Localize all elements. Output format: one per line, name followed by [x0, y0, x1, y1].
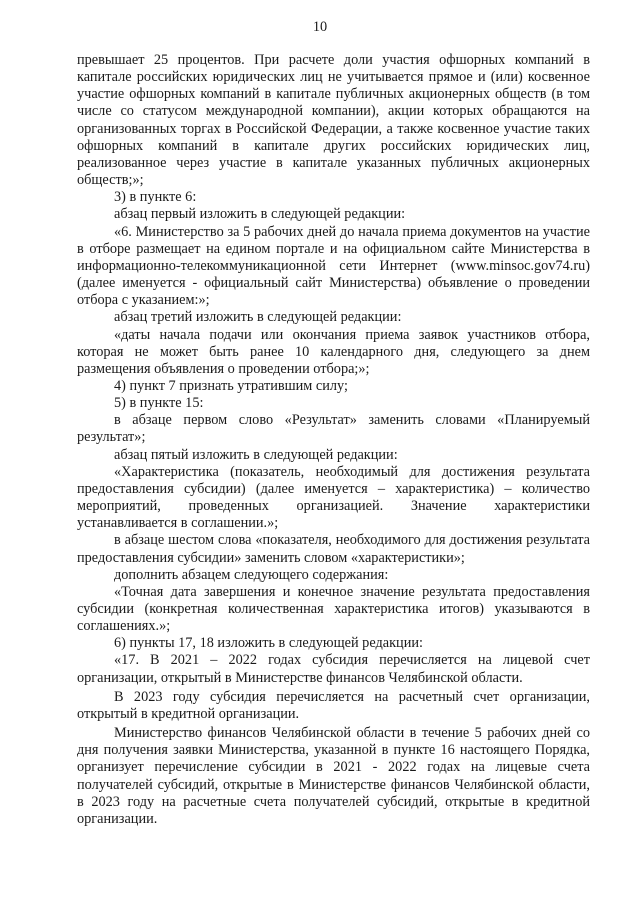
- paragraph: в абзаце первом слово «Результат» заменить словами «Планируемый результат»;: [77, 412, 590, 446]
- paragraph: Министерство финансов Челябинской области в течение 5 рабочих дней со дня получения заявки Министерства, указанной в пункте 16 настоящего Порядка, организует перечисление субсидии в 2021 - 2022 годах на лицевые счета получателей субсидий, открытые в Министерстве финансов Челябинской области, в 2023 году на расчетные счета получателей субсидий, открытые в кредитной организации.: [77, 725, 590, 827]
- paragraph: 4) пункт 7 признать утратившим силу;: [114, 377, 348, 394]
- paragraph: «Характеристика (показатель, необходимый для достижения результата предоставления субсидии) (далее именуется – характеристика) – количество мероприятий, проведенных организацией. Значение характеристики устанавливается в соглашении.»;: [77, 463, 590, 532]
- paragraph: «Точная дата завершения и конечное значение результата предоставления субсидии (конкретная количественная характеристика итогов) указываются в соглашениях.»;: [77, 583, 590, 635]
- paragraph: в абзаце шестом слова «показателя, необходимого для достижения результата предоставления субсидии» заменить словом «характеристики»;: [77, 532, 590, 566]
- paragraph: В 2023 году субсидия перечисляется на расчетный счет организации, открытый в кредитной организации.: [77, 688, 590, 722]
- document-body: [77, 52, 590, 828]
- paragraph: превышает 25 процентов. При расчете доли участия офшорных компаний в капитале российских юридических лиц не учитывается прямое и (или) косвенное участие офшорных компаний в капитале публичных акционерных обществ (в том числе со статусом международной компании), акции которых обращаются на организованных торгах в Российской Федерации, а также косвенное участие таких офшорных компаний в капитале других российских юридических лиц, реализованное через участие в капитале указанных публичных акционерных обществ;»;: [77, 52, 590, 189]
- paragraph: «6. Министерство за 5 рабочих дней до начала приема документов на участие в отборе размещает на едином портале и на официальном сайте Министерства в информационно-телекоммуникационной сети Интернет (www.minsoc.gov74.ru) (далее именуется - официальный сайт Министерства) объявление о проведении отбора с указанием:»;: [77, 223, 590, 309]
- paragraph: «даты начала подачи или окончания приема заявок участников отбора, которая не может быть ранее 10 календарного дня, следующего за днем размещения объявления о проведении отбора;»;: [77, 326, 590, 377]
- paragraph: 3) в пункте 6:: [114, 189, 197, 206]
- paragraph: 5) в пункте 15:: [114, 395, 204, 412]
- paragraph: абзац третий изложить в следующей редакции:: [114, 309, 402, 326]
- page-number: 10: [312, 19, 328, 35]
- paragraph: 6) пункты 17, 18 изложить в следующей редакции:: [114, 635, 423, 652]
- paragraph: «17. В 2021 – 2022 годах субсидия перечисляется на лицевой счет организации, открытый в Министерстве финансов Челябинской области.: [77, 652, 590, 686]
- paragraph: дополнить абзацем следующего содержания:: [114, 566, 389, 583]
- paragraph: абзац первый изложить в следующей редакции:: [114, 206, 406, 223]
- paragraph: абзац пятый изложить в следующей редакции:: [114, 446, 398, 463]
